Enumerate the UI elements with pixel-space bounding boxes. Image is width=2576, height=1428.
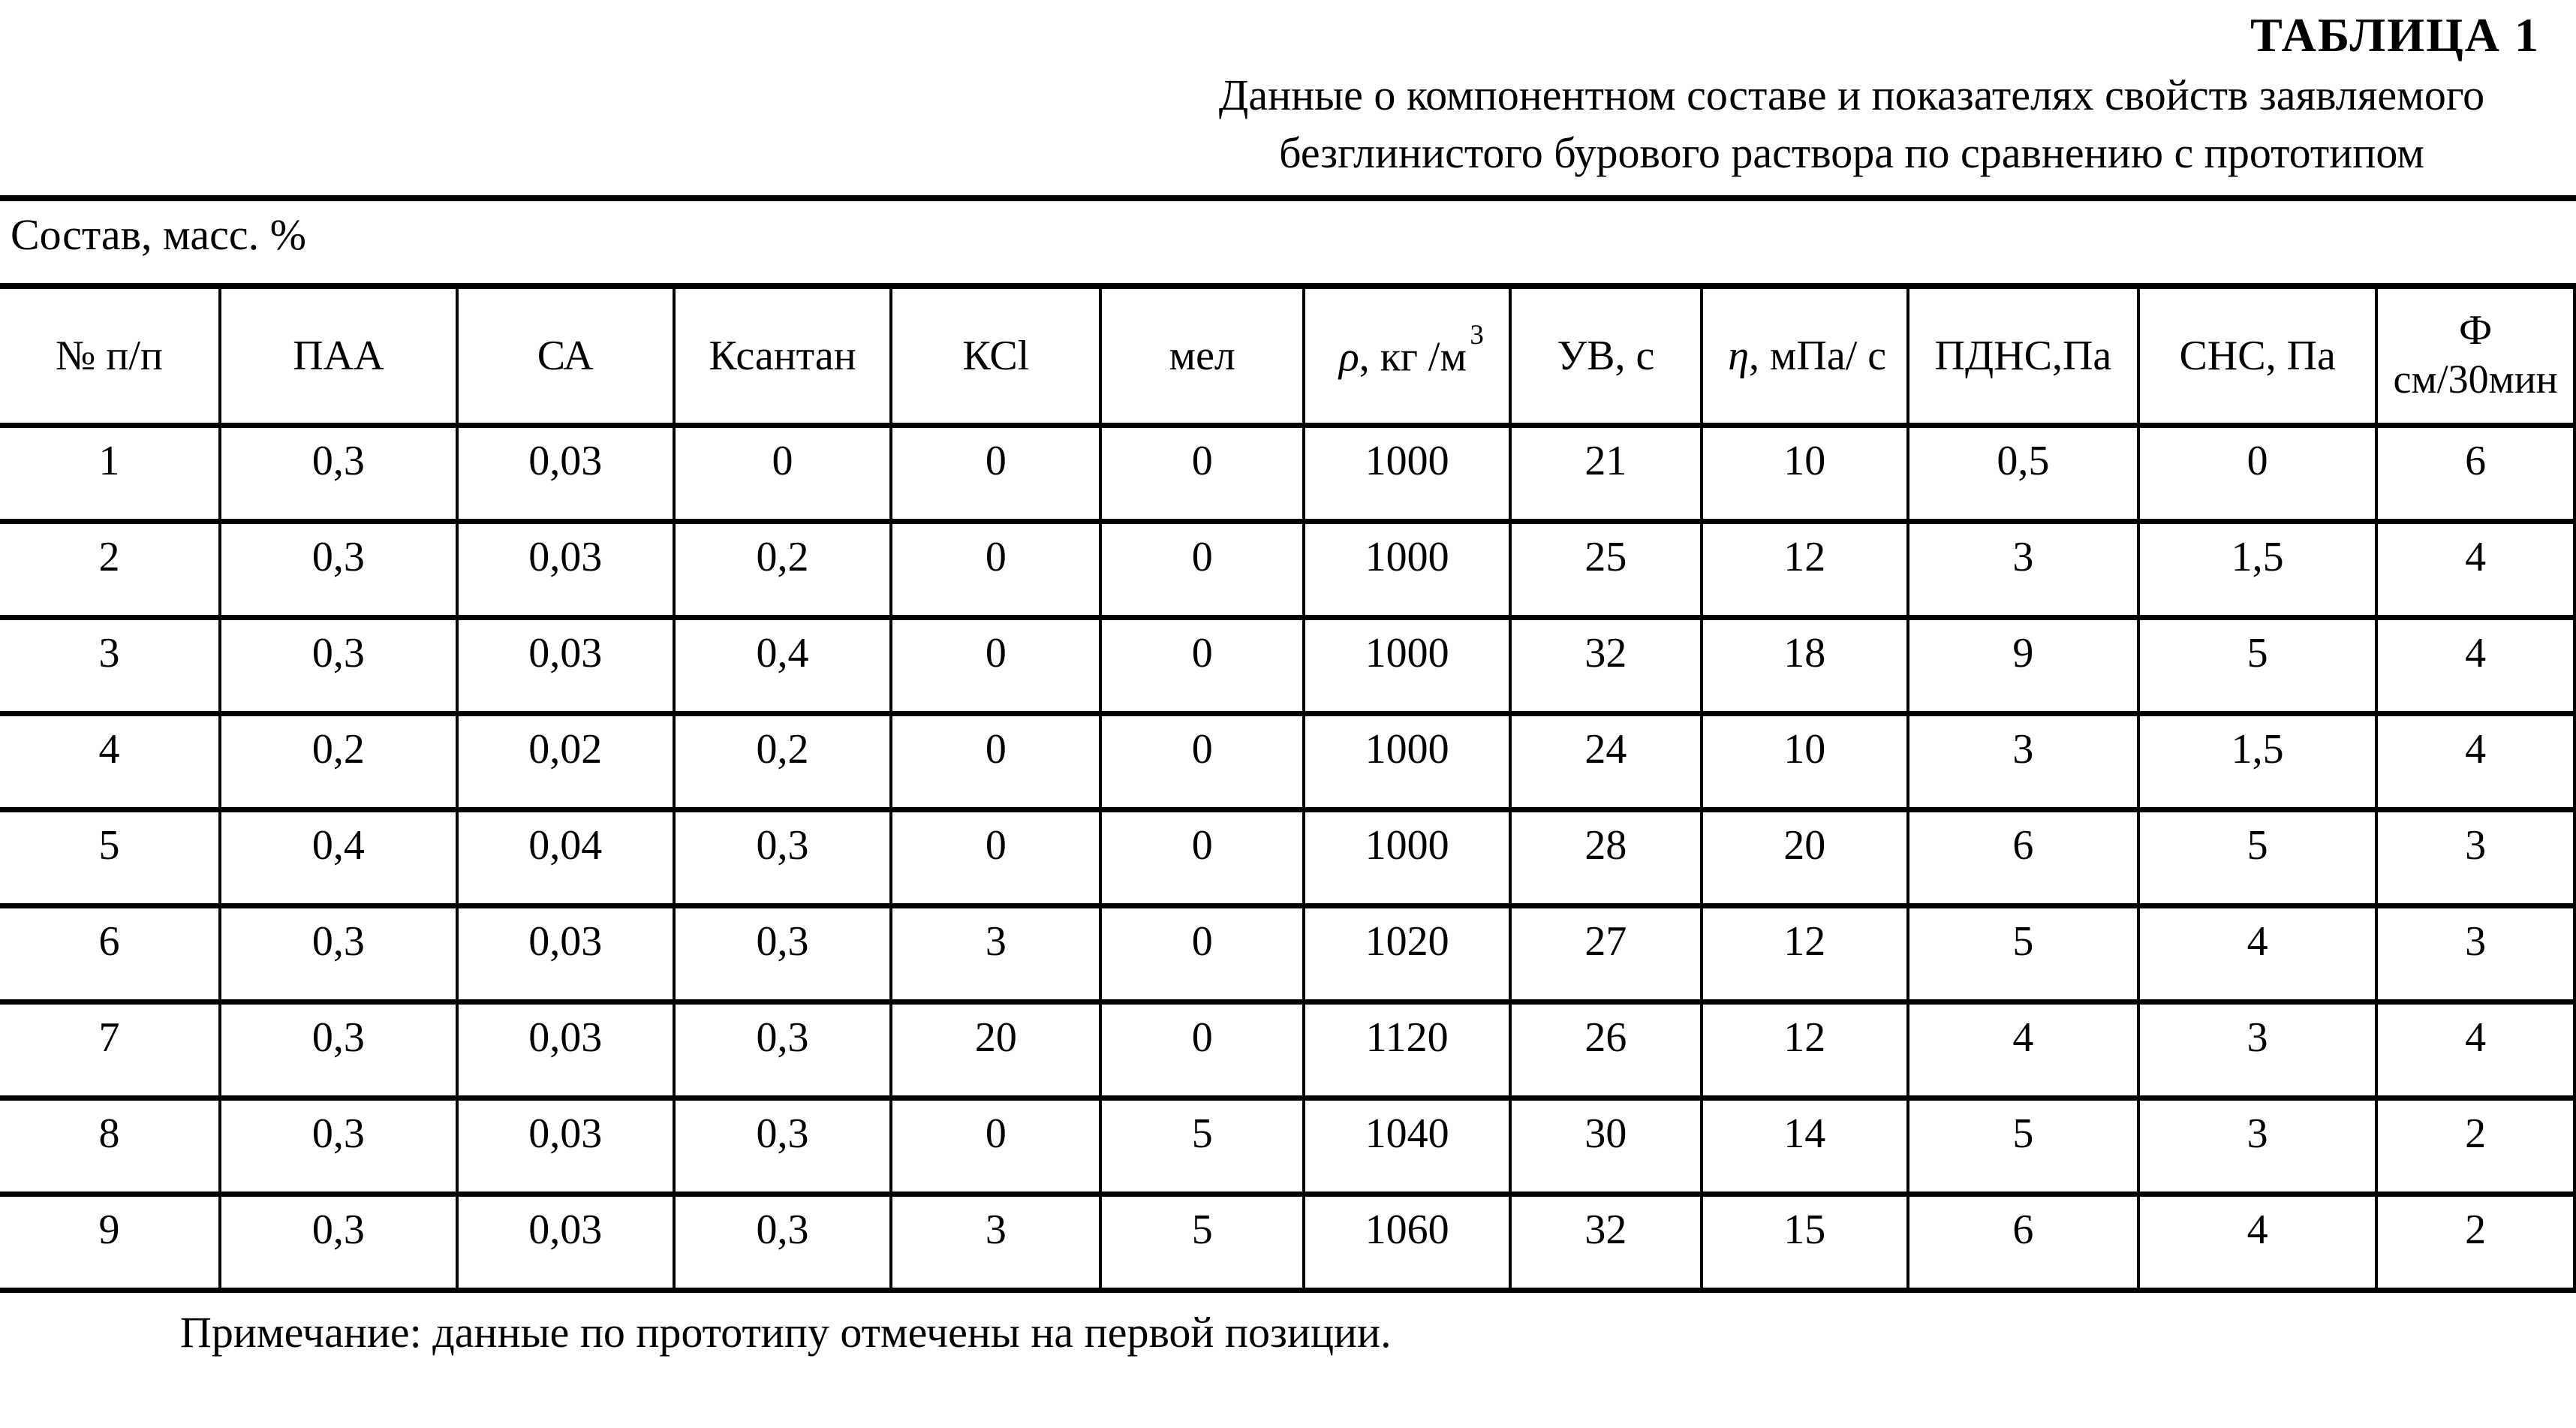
- table-row: [0, 713, 2574, 809]
- filtration-symbol: Ф: [2458, 307, 2493, 354]
- table-cell: 0,3: [220, 617, 457, 713]
- table-cell: 12: [1702, 1002, 1908, 1098]
- table-cell: 5: [98, 821, 120, 869]
- table-cell: 2: [98, 533, 120, 580]
- table-cell: 0,3: [220, 1098, 457, 1194]
- col-header-ca: СА: [457, 286, 674, 425]
- table-cell: 0,03: [457, 617, 674, 713]
- table-cell: 1000: [1304, 713, 1510, 809]
- table-cell: 4: [98, 725, 120, 773]
- table-cell: 1000: [1304, 425, 1510, 521]
- table-cell: 25: [1510, 521, 1702, 617]
- table-cell: 0,3: [674, 1098, 892, 1194]
- col-header-filtration: [2376, 286, 2574, 425]
- table-row: [0, 809, 2574, 905]
- table-row: [0, 1098, 2574, 1194]
- table-cell: 10: [1702, 425, 1908, 521]
- table-cell: 0: [1100, 905, 1304, 1002]
- table-cell: 0,02: [457, 713, 674, 809]
- table-cell: 0: [891, 809, 1100, 905]
- table-cell: 4: [2376, 521, 2574, 617]
- table-cell: 0: [891, 425, 1100, 521]
- table-cell: 3: [2376, 905, 2574, 1002]
- eta-symbol: η: [1728, 333, 1749, 380]
- table-cell: 4: [2376, 1002, 2574, 1098]
- filtration-units: см/30мин: [2393, 357, 2558, 402]
- table-cell: 5: [2138, 617, 2376, 713]
- table-cell: 0: [891, 617, 1100, 713]
- subtitle-line-1: Данные о компонентном составе и показателях свойств заявляемого: [1218, 70, 2485, 119]
- table-cell: 5: [1100, 1098, 1304, 1194]
- table-cell: 0: [891, 521, 1100, 617]
- table-cell: 3: [1908, 521, 2139, 617]
- table-cell: 0,2: [220, 713, 457, 809]
- table-cell: 0,03: [457, 905, 674, 1002]
- table-cell: 1000: [1304, 809, 1510, 905]
- density-units: , кг /м: [1359, 334, 1467, 381]
- table-cell: 3: [1908, 713, 2139, 809]
- table-cell: 0,3: [220, 1002, 457, 1098]
- table-cell: 0,04: [457, 809, 674, 905]
- table-cell: 0: [674, 425, 892, 521]
- table-row: [0, 617, 2574, 713]
- col-header-sns: СНС, Па: [2138, 286, 2376, 425]
- table-cell: 9: [98, 1206, 120, 1253]
- table-row: [0, 521, 2574, 617]
- table-cell: 7: [98, 1014, 120, 1061]
- table-cell: 1060: [1304, 1194, 1510, 1290]
- header-row: [0, 286, 2574, 425]
- table-cell: 1000: [1304, 521, 1510, 617]
- table-body: [0, 425, 2574, 1290]
- table-cell: 6: [1908, 809, 2139, 905]
- data-table: [0, 283, 2576, 1293]
- table-cell: 1,5: [2138, 521, 2376, 617]
- table-cell: 32: [1510, 617, 1702, 713]
- col-header-kcl: КСl: [891, 286, 1100, 425]
- horizontal-rule: [0, 195, 2576, 201]
- table-cell: 0,3: [220, 425, 457, 521]
- table-cell: 0,3: [220, 521, 457, 617]
- table-cell: 0: [1100, 521, 1304, 617]
- table-cell: 0,03: [457, 1002, 674, 1098]
- page-title: ТАБЛИЦА 1: [2250, 8, 2540, 62]
- table-cell: 0,3: [220, 1194, 457, 1290]
- table-cell: 5: [2138, 809, 2376, 905]
- table-cell: 2: [2376, 1098, 2574, 1194]
- col-header-density: [1304, 286, 1510, 425]
- col-header-paa: ПАА: [220, 286, 457, 425]
- table-cell: 14: [1702, 1098, 1908, 1194]
- table-cell: 5: [1908, 1098, 2139, 1194]
- table-cell: 32: [1510, 1194, 1702, 1290]
- table-cell: 0,03: [457, 521, 674, 617]
- col-header-row-number: № п/п: [55, 333, 163, 380]
- table-cell: 0: [1100, 1002, 1304, 1098]
- table-cell: 2: [2376, 1194, 2574, 1290]
- table-cell: 0,4: [674, 617, 892, 713]
- table-row: [0, 425, 2574, 521]
- table-cell: 4: [2138, 905, 2376, 1002]
- table-cell: 0,3: [674, 905, 892, 1002]
- table-cell: 3: [2138, 1002, 2376, 1098]
- col-header-pdns: ПДНС,Па: [1908, 286, 2139, 425]
- table-cell: 30: [1510, 1098, 1702, 1194]
- col-header-viscosity: [1702, 286, 1908, 425]
- col-header-chalk: мел: [1100, 286, 1304, 425]
- table-cell: 0,03: [457, 425, 674, 521]
- table-row: [0, 905, 2574, 1002]
- table-cell: 27: [1510, 905, 1702, 1002]
- table-cell: 0,03: [457, 1194, 674, 1290]
- table-cell: 1000: [1304, 617, 1510, 713]
- col-header-uv: УВ, с: [1510, 286, 1702, 425]
- table-cell: 15: [1702, 1194, 1908, 1290]
- table-cell: 0,5: [1908, 425, 2139, 521]
- table-cell: 6: [98, 917, 120, 965]
- table-cell: 10: [1702, 713, 1908, 809]
- table-cell: 1040: [1304, 1098, 1510, 1194]
- table-cell: 9: [1908, 617, 2139, 713]
- composition-label: Состав, масс. %: [11, 209, 306, 259]
- footnote: Примечание: данные по прототипу отмечены на первой позиции.: [180, 1307, 1392, 1357]
- table-cell: 4: [2376, 713, 2574, 809]
- table-cell: 6: [1908, 1194, 2139, 1290]
- table-cell: 1,5: [2138, 713, 2376, 809]
- table-cell: 20: [1702, 809, 1908, 905]
- table-cell: 3: [891, 1194, 1100, 1290]
- table-cell: 0,2: [674, 713, 892, 809]
- table-cell: 6: [2376, 425, 2574, 521]
- table-cell: 0: [1100, 809, 1304, 905]
- table-cell: 0,4: [220, 809, 457, 905]
- table-cell: 3: [2376, 809, 2574, 905]
- density-superscript: 3: [1470, 318, 1484, 350]
- table-cell: 28: [1510, 809, 1702, 905]
- subtitle-line-2: безглинистого бурового раствора по сравнению с прототипом: [1279, 128, 2424, 177]
- viscosity-units: , мПа/ с: [1749, 333, 1887, 380]
- table-cell: 0,2: [674, 521, 892, 617]
- table-cell: 4: [2376, 617, 2574, 713]
- table-cell: 5: [1100, 1194, 1304, 1290]
- table-cell: 24: [1510, 713, 1702, 809]
- table-cell: 21: [1510, 425, 1702, 521]
- table-cell: 4: [1908, 1002, 2139, 1098]
- table-cell: 0: [1100, 617, 1304, 713]
- table-cell: 20: [891, 1002, 1100, 1098]
- table-cell: 1: [98, 437, 120, 484]
- table-cell: 0,3: [674, 809, 892, 905]
- table-cell: 0: [891, 1098, 1100, 1194]
- table-cell: 12: [1702, 521, 1908, 617]
- table-cell: 26: [1510, 1002, 1702, 1098]
- table-cell: 0,3: [220, 905, 457, 1002]
- col-header-xanthan: Ксантан: [674, 286, 892, 425]
- table-cell: 1120: [1304, 1002, 1510, 1098]
- table-cell: 3: [891, 905, 1100, 1002]
- table-row: [0, 1002, 2574, 1098]
- table-cell: 5: [1908, 905, 2139, 1002]
- table-row: [0, 1194, 2574, 1290]
- table-cell: 3: [2138, 1098, 2376, 1194]
- table-cell: 0,3: [674, 1002, 892, 1098]
- table-cell: 0: [1100, 713, 1304, 809]
- table-cell: 0: [1100, 425, 1304, 521]
- table-cell: 1020: [1304, 905, 1510, 1002]
- table-cell: 0: [2138, 425, 2376, 521]
- table-cell: 8: [98, 1110, 120, 1157]
- table-cell: 3: [98, 629, 120, 676]
- table-cell: 0: [891, 713, 1100, 809]
- table-cell: 18: [1702, 617, 1908, 713]
- table-subtitle: [1161, 66, 2542, 182]
- table-cell: 0,03: [457, 1098, 674, 1194]
- table-cell: 0,3: [674, 1194, 892, 1290]
- table-cell: 12: [1702, 905, 1908, 1002]
- rho-symbol: ρ: [1338, 334, 1359, 381]
- table-cell: 4: [2138, 1194, 2376, 1290]
